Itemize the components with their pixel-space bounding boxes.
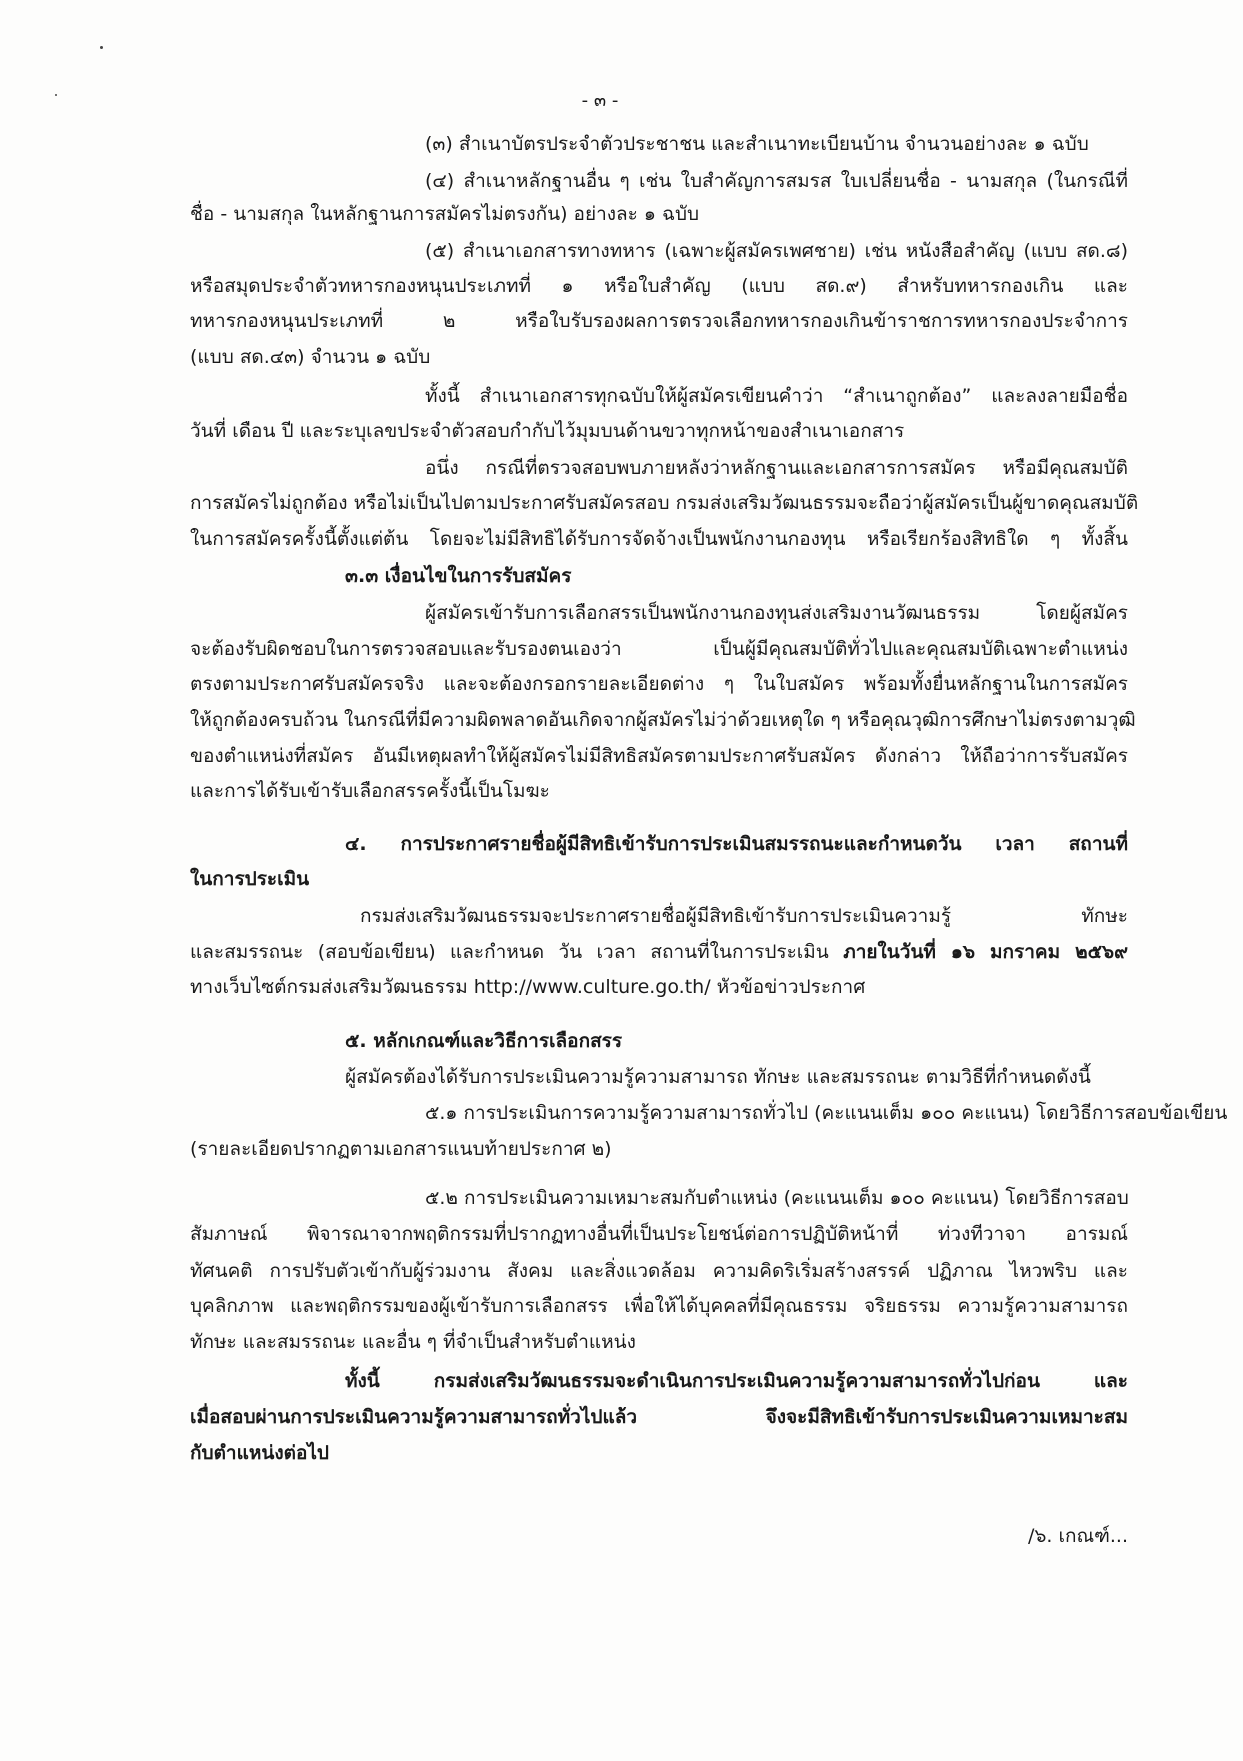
text-span: และสมรรถนะ (สอบข้อเขียน) และกำหนด วัน เวลา สถานที่ในการประเมิน — [190, 941, 844, 963]
text-line: ผู้สมัครต้องได้รับการประเมินความรู้ความสามารถ ทักษะ และสมรรถนะ ตามวิธีที่กำหนดดังนี้ — [345, 1066, 1091, 1088]
text-line: ในการสมัครครั้งนี้ตั้งแต่ต้น โดยจะไม่มีสิทธิได้รับการจัดจ้างเป็นพนักงานกองทุน หรือเรียกร้องสิทธิใด ๆ ทั้งสิ้น — [190, 528, 1128, 550]
text-line: สัมภาษณ์ พิจารณาจากพฤติกรรมที่ปรากฏทางอื่นที่เป็นประโยชน์ต่อการปฏิบัติหน้าที่ ท่วงทีวาจา อารมณ์ — [190, 1223, 1128, 1245]
section-heading-4: ๔. การประกาศรายชื่อผู้มีสิทธิเข้ารับการประเมินสมรรถนะและกำหนดวัน เวลา สถานที่ — [345, 833, 1128, 855]
text-line-bold: กับตำแหน่งต่อไป — [190, 1442, 329, 1464]
scan-speck — [100, 46, 103, 49]
text-line: (๓) สำเนาบัตรประจำตัวประชาชน และสำเนาทะเบียนบ้าน จำนวนอย่างละ ๑ ฉบับ — [425, 133, 1089, 155]
text-line: จะต้องรับผิดชอบในการตรวจสอบและรับรองตนเองว่า เป็นผู้มีคุณสมบัติทั่วไปและคุณสมบัติเฉพาะตำแหน่ง — [190, 638, 1128, 660]
text-line: อนึ่ง กรณีที่ตรวจสอบพบภายหลังว่าหลักฐานและเอกสารการสมัคร หรือมีคุณสมบัติ — [425, 457, 1128, 479]
text-line: ผู้สมัครเข้ารับการเลือกสรรเป็นพนักงานกองทุนส่งเสริมงานวัฒนธรรม โดยผู้สมัคร — [425, 602, 1128, 624]
text-line: (รายละเอียดปรากฏตามเอกสารแนบท้ายประกาศ ๒) — [190, 1138, 612, 1160]
text-line: (๕) สำเนาเอกสารทางทหาร (เฉพาะผู้สมัครเพศชาย) เช่น หนังสือสำคัญ (แบบ สด.๘) — [425, 240, 1128, 262]
text-line: ทหารกองหนุนประเภทที่ ๒ หรือใบรับรองผลการตรวจเลือกทหารกองเกินข้าราชการทหารกองประจำการ — [190, 310, 1128, 332]
section-heading-3-3: ๓.๓ เงื่อนไขในการรับสมัคร — [345, 565, 572, 587]
text-line-bold: ทั้งนี้ กรมส่งเสริมวัฒนธรรมจะดำเนินการประเมินความรู้ความสามารถทั่วไปก่อน และ — [345, 1370, 1128, 1392]
text-line: (แบบ สด.๔๓) จำนวน ๑ ฉบับ — [190, 346, 431, 368]
announcement-date: ภายในวันที่ ๑๖ มกราคม ๒๕๖๙ — [843, 941, 1128, 963]
text-line — [190, 937, 1128, 967]
text-line: ทัศนคติ การปรับตัวเข้ากับผู้ร่วมงาน สังคม และสิ่งแวดล้อม ความคิดริเริ่มสร้างสรรค์ ปฏิภาณ ไหวพริบ และ — [190, 1260, 1128, 1282]
scan-speck — [55, 94, 57, 96]
text-line: ทั้งนี้ สำเนาเอกสารทุกฉบับให้ผู้สมัครเขียนคำว่า “สำเนาถูกต้อง” และลงลายมือชื่อ — [425, 385, 1128, 407]
text-line-bold: เมื่อสอบผ่านการประเมินความรู้ความสามารถทั่วไปแล้ว จึงจะมีสิทธิเข้ารับการประเมินความเหมาะสม — [190, 1406, 1128, 1428]
text-line: ตรงตามประกาศรับสมัครจริง และจะต้องกรอกรายละเอียดต่าง ๆ ในใบสมัคร พร้อมทั้งยื่นหลักฐานในการสมัคร — [190, 673, 1128, 695]
text-line: และการได้รับเข้ารับเลือกสรรครั้งนี้เป็นโมฆะ — [190, 780, 550, 802]
page-number: - ๓ - — [581, 90, 619, 111]
section-heading-4-cont: ในการประเมิน — [190, 868, 310, 890]
text-line: (๔) สำเนาหลักฐานอื่น ๆ เช่น ใบสำคัญการสมรส ใบเปลี่ยนชื่อ - นามสกุล (ในกรณีที่ — [425, 170, 1128, 192]
continuation-marker: /๖. เกณฑ์... — [1027, 1525, 1128, 1547]
text-line: ทักษะ และสมรรถนะ และอื่น ๆ ที่จำเป็นสำหรับตำแหน่ง — [190, 1331, 636, 1353]
text-line: ๕.๒ การประเมินความเหมาะสมกับตำแหน่ง (คะแนนเต็ม ๑๐๐ คะแนน) โดยวิธีการสอบ — [425, 1187, 1129, 1209]
text-line: ๕.๑ การประเมินการความรู้ความสามารถทั่วไป (คะแนนเต็ม ๑๐๐ คะแนน) โดยวิธีการสอบข้อเขียน — [425, 1102, 1228, 1124]
section-heading-5: ๕. หลักเกณฑ์และวิธีการเลือกสรร — [345, 1030, 623, 1052]
text-line: กรมส่งเสริมวัฒนธรรมจะประกาศรายชื่อผู้มีสิทธิเข้ารับการประเมินความรู้ ทักษะ — [360, 905, 1128, 927]
text-line: ทางเว็บไซต์กรมส่งเสริมวัฒนธรรม http://www.culture.go.th/ หัวข้อข่าวประกาศ — [190, 976, 866, 998]
text-line: วันที่ เดือน ปี และระบุเลขประจำตัวสอบกำกับไว้มุมบนด้านขวาทุกหน้าของสำเนาเอกสาร — [190, 420, 905, 442]
text-line: ของตำแหน่งที่สมัคร อันมีเหตุผลทำให้ผู้สมัครไม่มีสิทธิสมัครตามประกาศรับสมัคร ดังกล่าว ให้ถือว่าการรับสมัคร — [190, 745, 1128, 767]
text-line: บุคลิกภาพ และพฤติกรรมของผู้เข้ารับการเลือกสรร เพื่อให้ได้บุคคลที่มีคุณธรรม จริยธรรม ความรู้ความสามารถ — [190, 1295, 1128, 1317]
text-line: ให้ถูกต้องครบถ้วน ในกรณีที่มีความผิดพลาดอันเกิดจากผู้สมัครไม่ว่าด้วยเหตุใด ๆ หรือคุณวุฒิการศึกษาไม่ตรงตามวุฒิ — [190, 709, 1136, 731]
text-line: หรือสมุดประจำตัวทหารกองหนุนประเภทที่ ๑ หรือใบสำคัญ (แบบ สด.๙) สำหรับทหารกองเกิน และ — [190, 275, 1128, 297]
text-line: การสมัครไม่ถูกต้อง หรือไม่เป็นไปตามประกาศรับสมัครสอบ กรมส่งเสริมวัฒนธรรมจะถือว่าผู้สมัครเป็นผู้ขาดคุณสมบัติ — [190, 492, 1139, 514]
text-line: ชื่อ - นามสกุล ในหลักฐานการสมัครไม่ตรงกัน) อย่างละ ๑ ฉบับ — [190, 203, 700, 225]
